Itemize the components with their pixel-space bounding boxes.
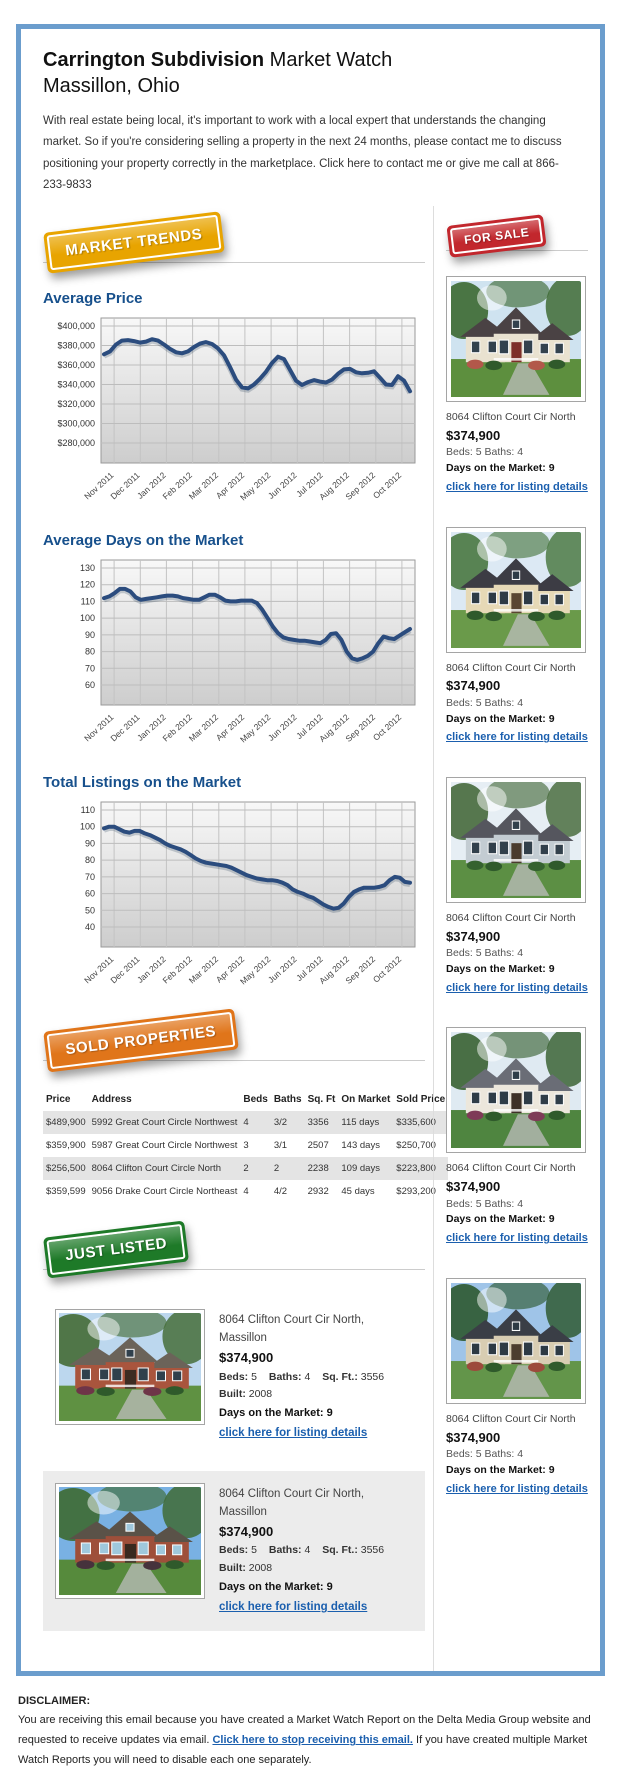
content-columns: [21, 206, 600, 1671]
property-address: 8064 Clifton Court Cir North, Massillon: [219, 1487, 365, 1519]
report-title-subdivision: Carrington Subdivision: [43, 49, 265, 71]
svg-text:$360,000: $360,000: [57, 360, 95, 371]
table-header-cell: Baths: [273, 1094, 302, 1106]
sqft-value: 3556: [360, 1544, 385, 1557]
sqft-label: Sq. Ft.:: [322, 1544, 358, 1557]
svg-text:Mar 2012: Mar 2012: [186, 954, 221, 986]
property-address: 8064 Clifton Court Cir North: [446, 911, 576, 924]
svg-text:Oct 2012: Oct 2012: [370, 954, 404, 985]
table-header-cell: Beds: [243, 1094, 268, 1106]
svg-text:May 2012: May 2012: [237, 712, 273, 745]
svg-text:Jun 2012: Jun 2012: [265, 712, 299, 743]
property-beds-baths: Beds: 5 Baths: 4: [446, 1448, 524, 1461]
svg-text:$280,000: $280,000: [57, 438, 95, 449]
property-days-on-market: Days on the Market: 9: [219, 1407, 333, 1420]
svg-text:Aug 2012: Aug 2012: [317, 954, 351, 986]
svg-text:Mar 2012: Mar 2012: [186, 712, 221, 744]
property-photo[interactable]: [55, 1483, 205, 1599]
beds-value: 5: [251, 1544, 257, 1557]
intro-text: With real estate being local, it's important to work with a local expert that understands the changing market. So if you're considering selling a property in the next 24 months, please contact me to discuss positioning your property correctly in the marketplace. Click here to contact me or give me call at 866-233-9833: [43, 115, 562, 191]
table-row: $359,900 5987 Great Court Circle Northwest 3 3/1 2507 143 days $250,700: [46, 1140, 436, 1152]
built-label: Built:: [219, 1562, 246, 1575]
chart-title-average-days: Average Days on the Market: [43, 532, 244, 550]
table-row: $489,900 5992 Great Court Circle Northwest 4 3/2 3356 115 days $335,600: [43, 1111, 448, 1134]
average-days-chart-block: [43, 532, 425, 764]
property-address: 8064 Clifton Court Cir North: [446, 1412, 576, 1425]
svg-text:Oct 2012: Oct 2012: [370, 470, 404, 501]
svg-text:70: 70: [84, 663, 95, 674]
total-listings-chart-block: [43, 774, 425, 1006]
table-header-cell: Sq. Ft: [307, 1094, 336, 1106]
sidebar-column: [433, 206, 600, 1671]
svg-text:Aug 2012: Aug 2012: [317, 712, 351, 744]
svg-text:$380,000: $380,000: [57, 340, 95, 351]
report-subtitle: Massillon, Ohio: [43, 75, 180, 97]
baths-label: Baths:: [268, 1544, 302, 1557]
svg-text:May 2012: May 2012: [237, 470, 273, 503]
property-address: 8064 Clifton Court Cir North, Massillon: [219, 1314, 365, 1345]
listing-details-link[interactable]: click here for listing details: [446, 1482, 588, 1495]
svg-text:Jan 2012: Jan 2012: [135, 954, 168, 985]
svg-text:Apr 2012: Apr 2012: [213, 712, 247, 743]
property-price: $374,900: [446, 928, 501, 944]
svg-text:Oct 2012: Oct 2012: [370, 712, 404, 743]
just-listed-badge: JUST LISTED: [43, 1221, 189, 1279]
svg-text:Jan 2012: Jan 2012: [135, 712, 168, 743]
built-value: 2008: [248, 1388, 273, 1401]
property-card: [446, 777, 588, 997]
svg-text:Nov 2011: Nov 2011: [82, 712, 116, 744]
beds-label: Beds:: [219, 1370, 249, 1383]
svg-text:Jul 2012: Jul 2012: [294, 470, 325, 500]
listing-details-link[interactable]: click here for listing details: [446, 981, 588, 994]
table-header-cell: On Market: [341, 1094, 391, 1106]
svg-text:90: 90: [84, 838, 95, 849]
table-header-row: [43, 1088, 448, 1111]
built-label: Built:: [219, 1388, 246, 1401]
svg-text:$340,000: $340,000: [57, 379, 95, 390]
disclaimer-text-after: If you have created multiple Market Watch Reports you will need to disable each one separately.: [18, 1734, 588, 1767]
sqft-value: 3556: [360, 1370, 385, 1383]
property-card: [446, 276, 588, 496]
page: [0, 24, 620, 1771]
baths-value: 4: [304, 1544, 311, 1557]
svg-text:40: 40: [84, 922, 95, 933]
listing-details-link[interactable]: click here for listing details: [446, 1232, 588, 1245]
svg-text:Jul 2012: Jul 2012: [294, 712, 325, 742]
page-frame: [16, 24, 605, 1676]
property-photo[interactable]: [446, 1027, 586, 1153]
property-address: 8064 Clifton Court Cir North: [446, 411, 576, 424]
report-title: [43, 47, 578, 99]
svg-text:Jun 2012: Jun 2012: [265, 470, 299, 501]
property-days-on-market: Days on the Market: 9: [446, 1463, 555, 1476]
just-listed-item: [43, 1297, 425, 1457]
property-specs: [219, 1542, 413, 1578]
svg-text:80: 80: [84, 855, 95, 866]
property-address: 8064 Clifton Court Cir North: [446, 661, 576, 674]
svg-text:Apr 2012: Apr 2012: [213, 470, 247, 501]
unsubscribe-link[interactable]: Click here to stop receiving this email.: [212, 1734, 413, 1747]
property-photo[interactable]: [446, 1278, 586, 1404]
property-price: $374,900: [446, 1179, 501, 1195]
for-sale-badge: FOR SALE: [446, 214, 547, 258]
main-column: [21, 206, 446, 1671]
svg-text:Dec 2011: Dec 2011: [108, 954, 142, 986]
svg-text:70: 70: [84, 871, 95, 882]
beds-label: Beds:: [219, 1544, 249, 1557]
average-days-chart: [43, 555, 425, 764]
property-price: $374,900: [219, 1523, 274, 1539]
just-listed-item-text: [219, 1309, 413, 1445]
svg-text:Apr 2012: Apr 2012: [213, 954, 247, 985]
property-card: [446, 1278, 588, 1498]
baths-label: Baths:: [268, 1370, 302, 1383]
disclaimer-title: DISCLAIMER:: [18, 1694, 91, 1707]
svg-text:Jun 2012: Jun 2012: [265, 954, 299, 985]
svg-text:80: 80: [84, 646, 95, 657]
table-header-cell: Sold Price: [396, 1094, 446, 1106]
just-listed-section-head: [43, 1229, 425, 1287]
svg-text:Sep 2012: Sep 2012: [343, 712, 378, 744]
disclaimer-text-before: You are receiving this email because you have created a Market Watch Report on the Delta Media Group website and requested to receive updates via email.: [18, 1714, 591, 1747]
listing-details-link[interactable]: click here for listing details: [446, 731, 588, 744]
chart-title-average-price: Average Price: [43, 290, 143, 308]
property-beds-baths: Beds: 5 Baths: 4: [446, 1197, 524, 1210]
average-price-chart: [43, 313, 425, 522]
property-beds-baths: Beds: 5 Baths: 4: [446, 947, 524, 960]
for-sale-section-head: [446, 220, 588, 262]
svg-text:Dec 2011: Dec 2011: [108, 470, 142, 502]
svg-text:May 2012: May 2012: [237, 954, 273, 987]
listing-details-link[interactable]: click here for listing details: [219, 1600, 368, 1613]
listing-details-link[interactable]: click here for listing details: [446, 480, 588, 493]
svg-text:Sep 2012: Sep 2012: [343, 954, 378, 986]
svg-text:130: 130: [79, 563, 95, 574]
svg-text:$320,000: $320,000: [57, 399, 95, 410]
chart-title-total-listings: Total Listings on the Market: [43, 774, 242, 792]
svg-text:110: 110: [80, 596, 95, 607]
table-row: $256,500 8064 Clifton Court Circle North 2 2 2238 109 days $223,800: [43, 1157, 448, 1180]
just-listed-item: [43, 1471, 425, 1631]
market-trends-section-head: [43, 222, 425, 280]
built-value: 2008: [248, 1562, 273, 1575]
svg-text:$300,000: $300,000: [57, 418, 95, 429]
svg-text:Feb 2012: Feb 2012: [160, 712, 194, 744]
svg-text:Jul 2012: Jul 2012: [294, 954, 325, 984]
svg-text:Mar 2012: Mar 2012: [186, 470, 221, 502]
svg-text:Feb 2012: Feb 2012: [160, 470, 194, 502]
svg-text:Jan 2012: Jan 2012: [135, 470, 168, 501]
table-row: $359,599 9056 Drake Court Circle Northeast 4 4/2 2932 45 days $293,200: [46, 1186, 436, 1198]
disclaimer: [18, 1692, 602, 1771]
property-price: $374,900: [446, 427, 501, 443]
property-address: 8064 Clifton Court Cir North: [446, 1162, 576, 1175]
property-days-on-market: Days on the Market: 9: [446, 1213, 555, 1226]
property-photo[interactable]: [55, 1309, 205, 1425]
svg-text:120: 120: [79, 579, 95, 590]
property-price: $374,900: [446, 1429, 501, 1445]
svg-text:Feb 2012: Feb 2012: [160, 954, 194, 986]
svg-text:Aug 2012: Aug 2012: [317, 470, 351, 502]
sqft-label: Sq. Ft.:: [322, 1370, 358, 1383]
svg-text:Nov 2011: Nov 2011: [82, 470, 116, 502]
report-header: [21, 29, 600, 206]
svg-text:90: 90: [84, 629, 95, 640]
svg-text:110: 110: [80, 805, 95, 816]
property-days-on-market: Days on the Market: 9: [219, 1581, 333, 1594]
svg-text:100: 100: [79, 613, 95, 624]
sold-properties-section-head: [43, 1020, 425, 1078]
property-card: [446, 527, 588, 747]
just-listed-item-text: [219, 1483, 413, 1619]
svg-text:60: 60: [84, 680, 95, 691]
property-price: $374,900: [219, 1349, 274, 1365]
svg-text:Sep 2012: Sep 2012: [343, 470, 378, 502]
market-trends-badge: MARKET TRENDS: [43, 211, 224, 273]
property-card: [446, 1027, 588, 1247]
svg-text:$400,000: $400,000: [57, 321, 95, 332]
total-listings-chart: [43, 797, 425, 1006]
property-days-on-market: Days on the Market: 9: [446, 462, 555, 475]
property-specs: [219, 1369, 413, 1405]
property-photo[interactable]: [446, 527, 586, 653]
table-header-cell: Price: [46, 1094, 71, 1106]
property-price: $374,900: [446, 678, 501, 694]
listing-details-link[interactable]: click here for listing details: [219, 1427, 368, 1440]
property-photo[interactable]: [446, 276, 586, 402]
sold-properties-table: [43, 1088, 448, 1203]
property-days-on-market: Days on the Market: 9: [446, 962, 555, 975]
beds-value: 5: [251, 1370, 257, 1383]
property-beds-baths: Beds: 5 Baths: 4: [446, 696, 524, 709]
average-price-chart-block: [43, 290, 425, 522]
svg-text:Nov 2011: Nov 2011: [82, 954, 116, 986]
baths-value: 4: [304, 1370, 311, 1383]
svg-text:60: 60: [84, 888, 95, 899]
report-title-suffix: Market Watch: [264, 49, 393, 71]
property-days-on-market: Days on the Market: 9: [446, 712, 555, 725]
sold-properties-badge: SOLD PROPERTIES: [43, 1009, 238, 1073]
property-photo[interactable]: [446, 777, 586, 903]
svg-text:100: 100: [79, 821, 95, 832]
property-beds-baths: Beds: 5 Baths: 4: [446, 446, 524, 459]
svg-text:Dec 2011: Dec 2011: [108, 712, 142, 744]
svg-text:50: 50: [84, 905, 95, 916]
table-header-cell: Address: [91, 1094, 132, 1106]
